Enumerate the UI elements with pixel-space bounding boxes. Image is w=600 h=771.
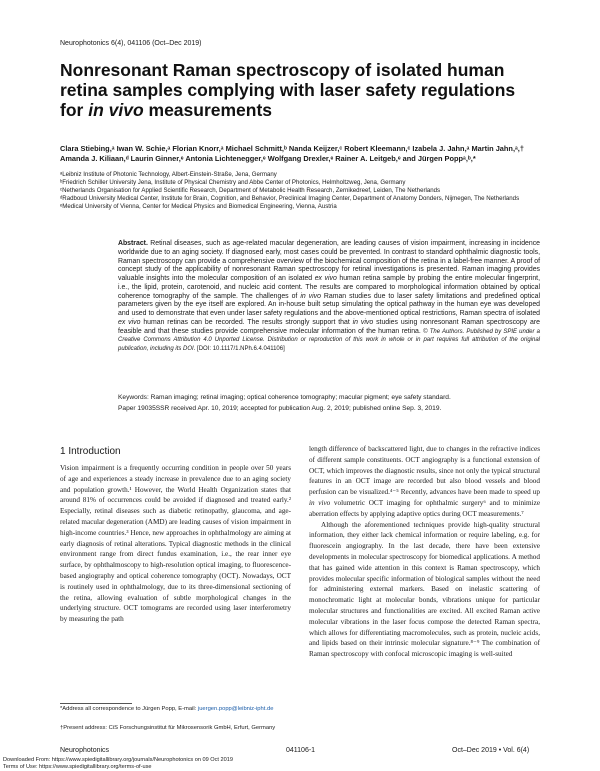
- section-heading: 1 Introduction: [60, 446, 121, 457]
- license-statement: © The Authors. Published by SPIE under a Creative Commons Attribution 4.0 Unported License. Distribution or reproduction of this work in whole or in part requires full attribution of the original publication, including its DOI.: [118, 328, 540, 352]
- footer-issue-date: Oct–Dec 2019 • Vol. 6(4): [452, 747, 530, 754]
- paragraph-italic: in vivo: [309, 498, 331, 507]
- abstract-text: studies using nonresonant Raman spectroscopy are feasible and that these studies provide comprehensive molecular information of the human retina.: [118, 318, 540, 335]
- title-text: Nonresonant Raman spectroscopy of isolated human retina samples complying with laser safety regulations for: [60, 60, 516, 120]
- keywords: Keywords: Raman imaging; retinal imaging; optical coherence tomography; macular pigment; eye safety standard.: [118, 394, 451, 401]
- abstract: [118, 240, 540, 354]
- title-italic: in vivo: [88, 100, 144, 120]
- footnote-address: †Present address: CiS Forschungsinstitut für Mikrosensorik GmbH, Erfurt, Germany: [60, 725, 276, 731]
- author-list: Clara Stiebing,ᵃ Iwan W. Schie,ᵃ Florian Knorr,ᵃ Michael Schmitt,ᵇ Nanda Keijzer,ᶜ Robert Kleemann,ᶜ Izabela J. Jahn,ᵃ Martin Jahn,ᵃ,† Amanda J. Kiliaan,ᵈ Laurin Ginner,ᵉ Antonia Lichtenegger,ᵉ Wolfgang Drexler,ᵉ Rainer A. Leitgeb,ᵉ and Jürgen Poppᵃ,ᵇ,*: [60, 144, 524, 163]
- affiliation-b: ᵇFriedrich Schiller University Jena, Institute of Physical Chemistry and Abbe Center of Photonics, Helmholtzweg, Jena, Germany: [60, 179, 406, 186]
- paragraph: Vision impairment is a frequently occurring condition in people over 50 years of age and experiences a steady increase in prevalence due to an aging society and population growth.¹ However, the World Health Organization states that around 81% of occurrences could be avoided if diagnosed and treated early.² Especially, retinal diseases such as diabetic retinopathy, glaucoma, and age-related macular degeneration (AMD) are leading causes of vision impairment in high-income countries.³ Hence, new approaches in ophthalmology are aiming at early diagnosis of retinal alterations. Typical diagnostic methods in the clinical environment range from direct fundus examination, i.e., the rear inner eye surface, by ophthalmoscopy to high-resolution optical imaging, to fluorescence-based angiography and optical coherence tomography (OCT). Nowadays, OCT is routinely used in ophthalmology, due to its three-dimensional sectioning of the retina, allowing evaluation of subtle morphological changes in the underlying structure. OCT tomograms are recorded using laser interferometry by measuring the path: [60, 464, 291, 624]
- doi-link[interactable]: [DOI: 10.1117/1.NPh.6.4.041106]: [195, 346, 285, 352]
- journal-header: Neurophotonics 6(4), 041106 (Oct–Dec 2019): [60, 40, 202, 47]
- footnote-correspondence: [60, 706, 291, 714]
- paragraph-text: volumetric OCT imaging for ophthalmic surgery⁶ and to minimize aberration effects by applying adaptive optics during OCT measurements.⁷: [309, 498, 541, 518]
- paragraph: Although the aforementioned techniques provide high-quality structural information, they either lack chemical information or require labeling, e.g. for fluorescein angiography. In the last decade, there have been extensive developments in molecular spectroscopy for biomedical applications. A method that has gained wide attention in this context is Raman spectroscopy, which provides molecular specific information of biological samples without the need for administering external markers. Based on inelastic scattering of monochromatic light at molecular bonds, vibrations unique for particular molecular structures and functionalities are excited. All excited Raman active molecular vibrations in the laser focus compose the detected Raman spectra, which allows for differentiating macromolecules, such as protein, nucleic acids, and lipids based on their intrinsic molecular signature.⁸⁻⁹ The combination of Raman spectroscopy with confocal microscopic imaging is well-suited: [309, 520, 540, 659]
- terms-line[interactable]: Terms of Use: https://www.spiedigitallibrary.org/terms-of-use: [3, 763, 152, 770]
- body-column-left: [60, 463, 291, 625]
- footer-page-number: 041106-1: [286, 747, 316, 754]
- abstract-text: human retina sample by probing the entire molecular fingerprint, i.e., the lipid, protein, carotenoid, and nucleic acid content. The results are compared to morphological information obtained by optical coherence tomography of the sample. The challenges of: [118, 275, 540, 300]
- footer-journal: Neurophotonics: [60, 747, 110, 754]
- abstract-italic: in vivo: [352, 318, 374, 326]
- abstract-text: Retinal diseases, such as age-related macular degeneration, are leading causes of vision impairment, increasing in incidence worldwide due to an aging society. If diagnosed early, most cases could be prevented. In contrast to standard ophthalmic diagnostic tools, Raman spectroscopy can provide a comprehensive overview of the biochemical composition of the retina in a label-free manner. A proof of concept study of the applicability of nonresonant Raman spectroscopy for retinal investigations is presented. Raman imaging provides valuable insights into the molecular composition of an isolated: [118, 240, 540, 282]
- affiliation-d: ᵈRadboud University Medical Center, Institute for Brain, Cognition, and Behavior, Preclinical Imaging Center, Department of Anatomy Donders, Nijmegen, The Netherlands: [60, 195, 520, 202]
- abstract-text: Raman studies due to laser safety limitations and predefined optical parameters given by the eye itself are explored. An in-house built setup simulating the optical pathway in the human eye was developed and used to demonstrate that even under laser safety regulations and the above-mentioned optical restrictions, Raman spectra of isolated: [118, 292, 540, 317]
- abstract-italic: in vivo: [300, 292, 321, 300]
- body-column-right: [309, 444, 540, 660]
- paper-title: [60, 60, 540, 120]
- download-notice: [3, 757, 233, 771]
- paragraph: [309, 444, 540, 520]
- paragraph-text: length difference of backscattered light, due to changes in the refractive indices of different sample constituents. OCT angiography is a functional extension of OCT, which improves the diagnostic results, since not only the typical structural features in an OCT image are recorded but also blood vessels and blood perfusion can be visualized.⁴⁻⁵ Recently, advances have been made to speed up: [309, 445, 540, 497]
- paper-info: Paper 19035SSR received Apr. 10, 2019; accepted for publication Aug. 2, 2019; published online Sep. 3, 2019.: [118, 405, 442, 412]
- email-link[interactable]: juergen.popp@leibniz-ipht.de: [197, 706, 274, 712]
- affiliation-a: ᵃLeibniz Institute of Photonic Technology, Albert-Einstein-Straße, Jena, Germany: [60, 171, 277, 178]
- affiliation-c: ᶜNetherlands Organisation for Applied Scientific Research, Department of Metabolic Health Research, Zernikedreef, Leiden, The Netherlands: [60, 187, 441, 194]
- abstract-italic: ex vivo: [314, 275, 337, 282]
- download-line[interactable]: Downloaded From: https://www.spiedigitallibrary.org/journals/Neurophotonics on 09 Oct 2019: [3, 757, 233, 763]
- affiliation-e: ᵉMedical University of Vienna, Center for Medical Physics and Biomedical Engineering, Vienna, Austria: [60, 203, 337, 210]
- abstract-italic: ex vivo: [118, 318, 141, 326]
- abstract-label: Abstract.: [118, 240, 148, 247]
- abstract-text: human retinas can be recorded. The results strongly support that: [140, 318, 353, 326]
- affiliations: [60, 171, 540, 211]
- footnote-divider: [60, 703, 132, 704]
- footnote-text: *Address all correspondence to Jürgen Popp, E-mail:: [60, 706, 198, 712]
- title-text-end: measurements: [143, 100, 273, 120]
